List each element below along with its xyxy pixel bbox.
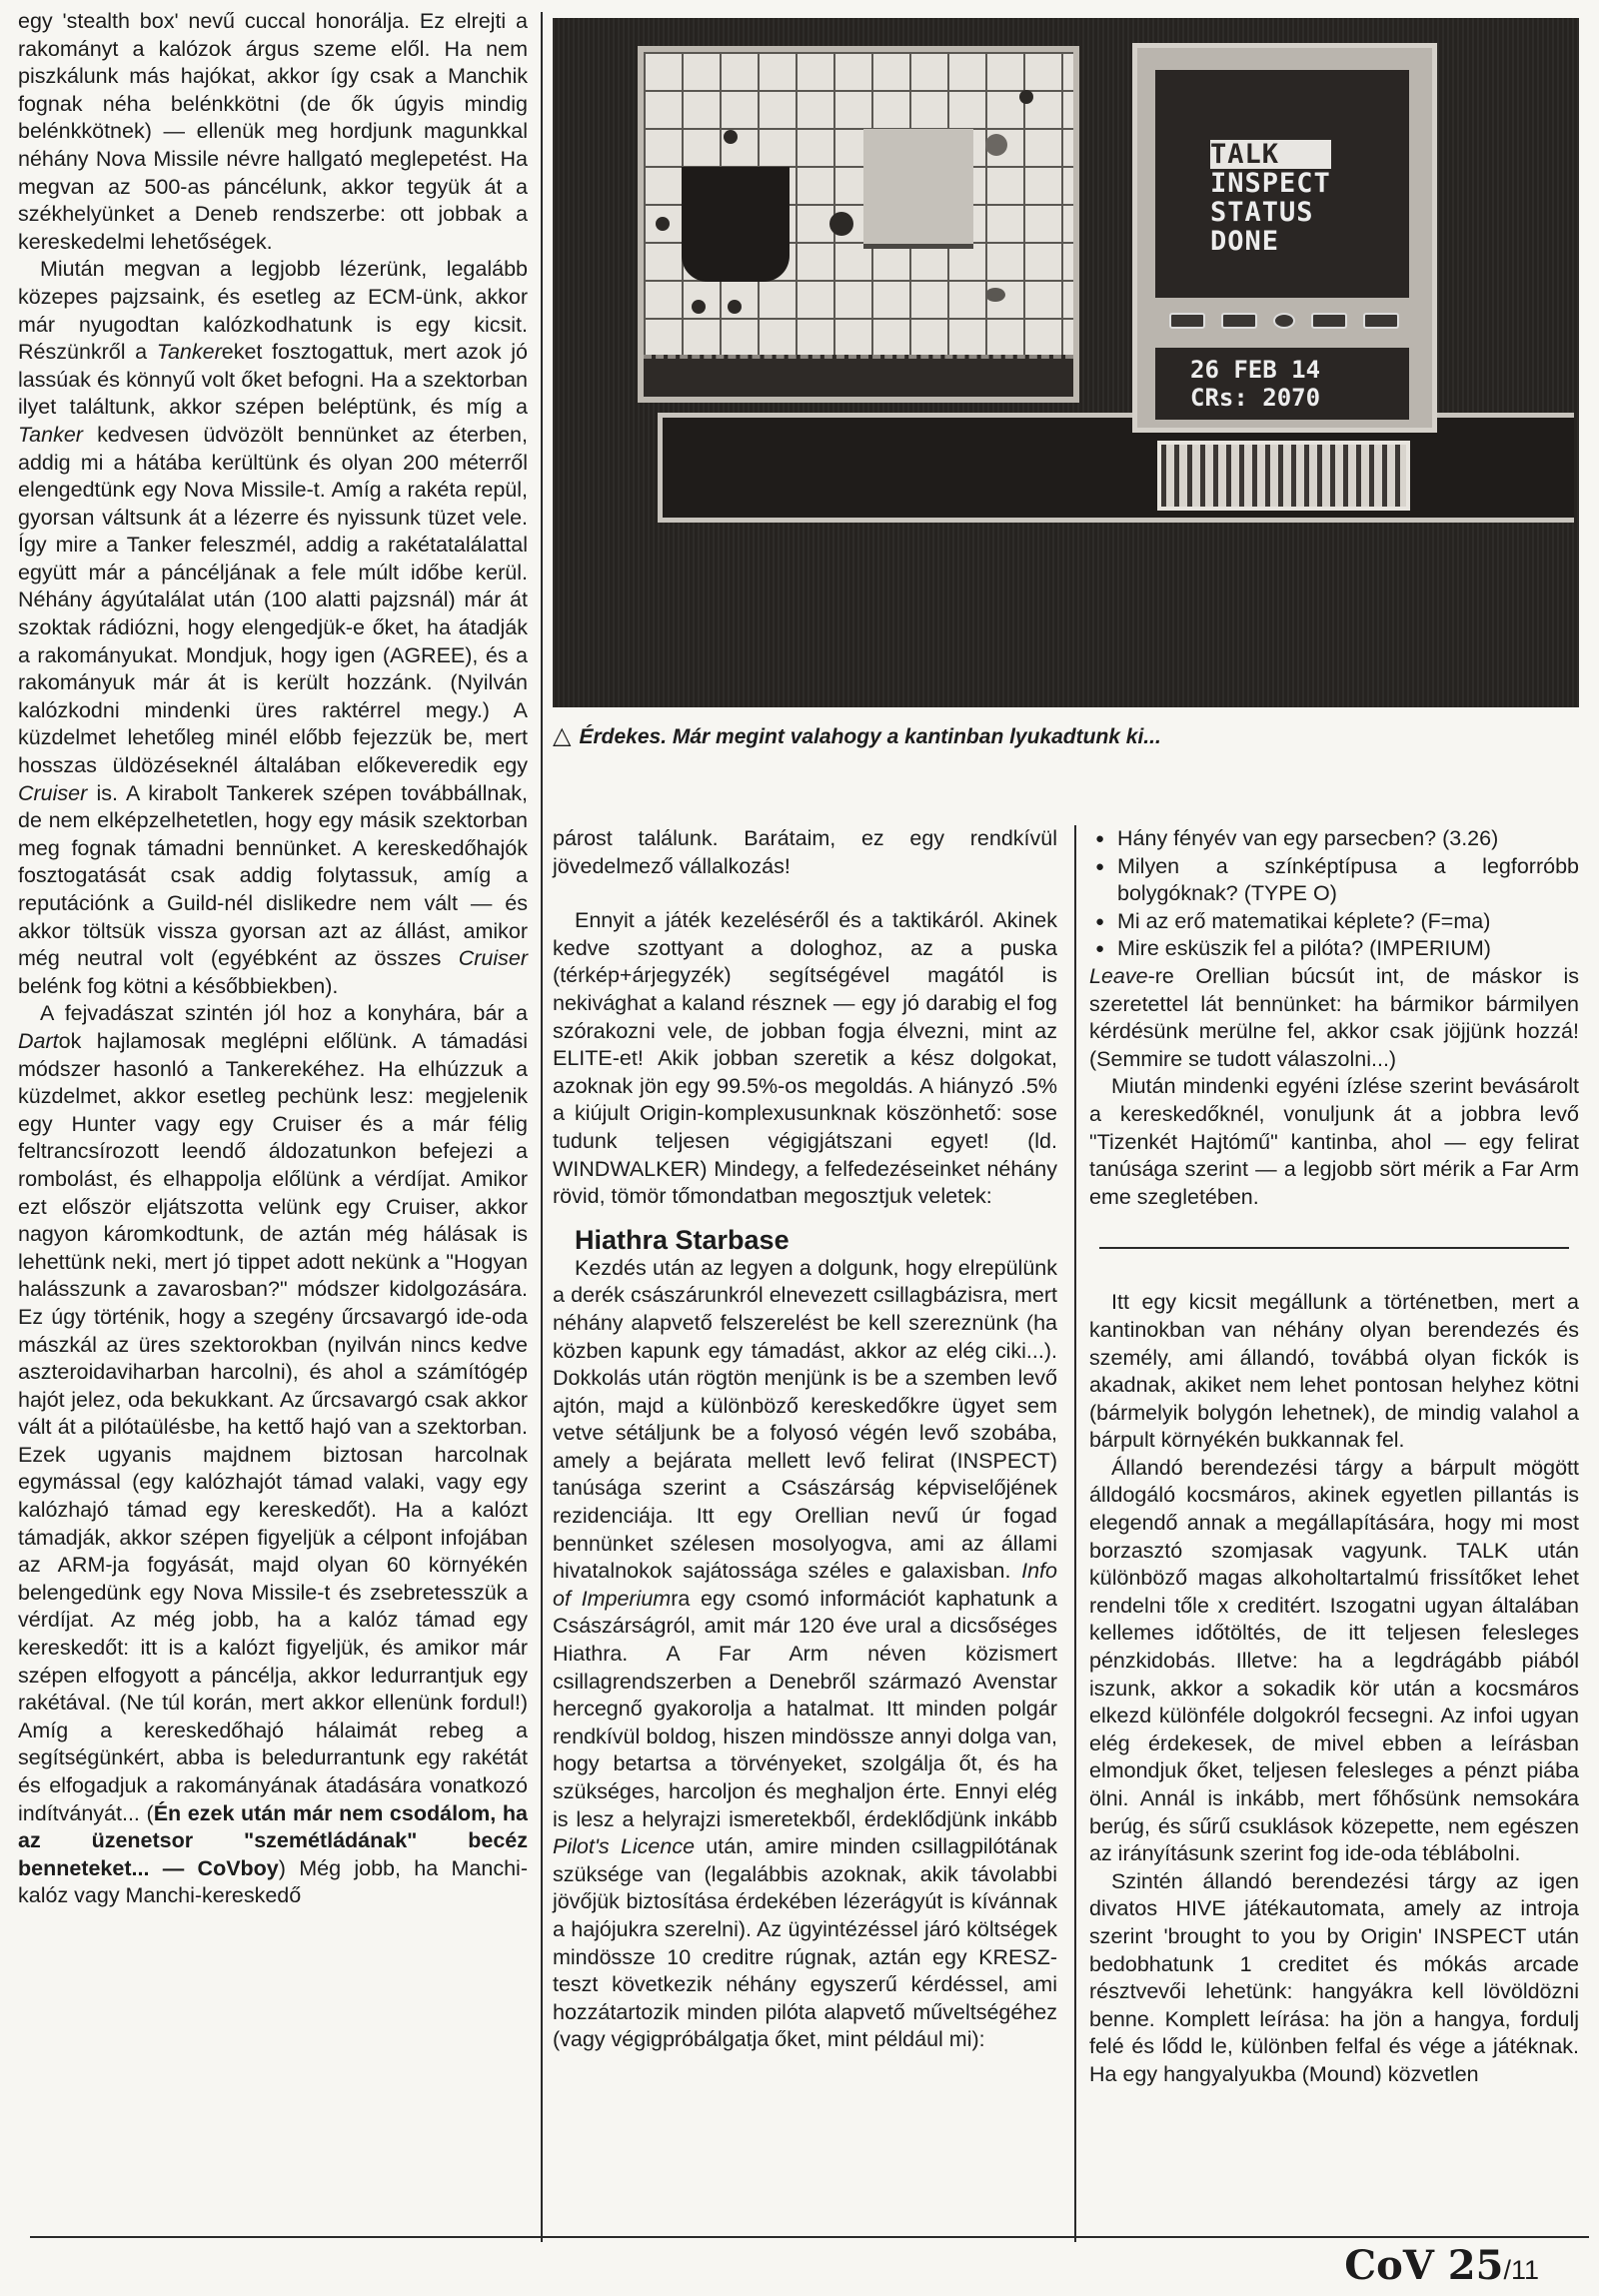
terminal-bar-gauge (1157, 441, 1410, 511)
section-heading: Hiathra Starbase (575, 1224, 790, 1255)
sprite-icon (656, 217, 670, 231)
quiz-question-list (1089, 825, 1579, 963)
editor-note: Én ezek után már nem csodálom, ha az üzenetsor "szemétládának" becéz benneteket... — CoVboy (18, 1800, 528, 1880)
character-icon (985, 288, 1005, 302)
sprite-icon (1019, 90, 1033, 104)
paragraph: Kezdés után az legyen a dolgunk, hogy elrepülünk a derék császárunkról elnevezett csillagbázisra, mert néhány alapvető felszerelést be kell szereznünk (ha közben kapunk egy támadást, akkor az elég ciki...). Dokkolás után rögtön menjünk is be a szemben levő ajtón, majd a különböző kereskedőkre ügyet sem vetve sétáljunk be a folyosó végén levő szobába, amely a bejárata mellett levő felirat (INSPECT) tanúsága szerint a Császárság képviselőjének rezidenciája. Itt egy Orellian nevű úr fogad bennünket szélesen mosolyogva, ami az állami hivatalnokok sajátossága széles e galaxisban. Info of Imperiumra egy csomó információt kaphatunk a Császárságról, amit már 120 éve ural a dicsőséges Hiathra. A Far Arm néven közismert csillagrendszerben a Denebről származó Avenstar hercegnő gyakorolja a hatalmat. Itt minden polgár rendkívül boldog, hiszen mindössze annyi dolga van, hogy betartsa a törvényeket, szolgálja őt, és ha szükséges, harcoljon és meghaljon érte. Ennyi elég is lesz a helyrajzi ismeretekből, érdeklődjünk inkább Pilot's Licence után, amire minden csillagpilótának szüksége van (legalábbis azoknak, akik távolabbi jövőjük biztosítása érdekében lézerágyút is kívánnak a hajójukra szerelni). Az ügyintézéssel járó költségek mindössze 10 creditre rúgnak, aztán egy KRESZ-teszt következik néhány egyszerű kérdéssel, ami hozzátartozik minden pilóta alapvető műveltségéhez (vagy végigpróbálgatja őket, mint például mi): (553, 1255, 1057, 2052)
action-menu (1210, 140, 1331, 256)
character-icon (985, 134, 1007, 156)
map-status-bar (644, 355, 1073, 397)
caption-text: Érdekes. Már megint valahogy a kantinban lyukadtunk ki... (579, 725, 1161, 748)
menu-item-done[interactable]: DONE (1210, 226, 1280, 257)
paragraph: egy 'stealth box' nevű cuccal honorálja. Ez elrejti a rakományt a kalózok árgus szeme elől. Ha nem piszkálunk más hajókat, akkor így csak a Manchik fognak néha belénkkötni (de ők úgyis mindig belénkkötnek) — ellenük meg hordjunk magunkkal néhány Nova Missile névre hallgató meglepetést. Ha megvan az 500-as páncélunk, akkor tegyük át a székhelyünket a Deneb rendszerbe: ott jobbak a kereskedelmi lehetőségek. (18, 9, 528, 254)
page-number: /11 (1503, 2255, 1539, 2285)
terminal-button[interactable] (1311, 313, 1347, 329)
left-column (18, 8, 528, 1910)
section-divider (1099, 1247, 1569, 1249)
paragraph: Itt egy kicsit megállunk a történetben, mert a kantinokban van néhány olyan berendezés és személy, ami állandó, továbbá olyan fickók is akadnak, akiket nem lehet pontosan helyhez kötni (bármelyik bolygón lehetnek), de mindig valahol a bárpult környékén bukkannak fel. (1089, 1290, 1579, 1453)
character-icon (829, 212, 853, 236)
terminal-button[interactable] (1221, 313, 1257, 329)
credits-readout: CRs: 2070 (1190, 384, 1321, 412)
map-grid (644, 52, 1073, 359)
map-room (863, 129, 973, 249)
date-readout: 26 FEB 14 (1190, 356, 1321, 384)
column-divider (1074, 825, 1076, 2242)
paragraph: Leave-re Orellian búcsút int, de máskor is szeretettel lát bennünket: ha bármikor bármilyen kérdésünk merülne fel, akkor csak jöjjünk hozzá! (Semmire se tudott válaszolni...) (1089, 963, 1579, 1071)
terminal-screen (1155, 70, 1409, 298)
issue-number: 25 (1447, 2242, 1504, 2289)
list-item: ● Mi az erő matematikai képlete? (F=ma) (1089, 908, 1579, 936)
footer-rule (30, 2236, 1589, 2238)
menu-item-status[interactable]: STATUS (1210, 197, 1314, 228)
page-footer (1344, 2244, 1539, 2292)
map-dark-area (682, 167, 790, 282)
sprite-icon (728, 300, 742, 314)
terminal-button[interactable] (1273, 313, 1295, 329)
list-item: ● Mire esküszik fel a pilóta? (IMPERIUM) (1089, 935, 1579, 963)
middle-column (553, 825, 1057, 2054)
list-item: ● Hány fényév van egy parsecben? (3.26) (1089, 825, 1579, 853)
paragraph: Szintén állandó berendezési tárgy az igen divatos HIVE játékautomata, amely az introja szerint 'brought to you by Origin' INSPECT után bedobhatunk 1 creditet és mókás arcade résztvevői lehetünk: hangyákra kell lövöldözni benne. Komplett leírása: ha jön a hangya, fordulj felé és lődd le, különben felfal és vége a játéknak. Ha egy hangyalyukba (Mound) közvetlen (1089, 1868, 1579, 2086)
paragraph: Miután megvan a legjobb lézerünk, legalább közepes pajzsaink, és esetleg az ECM-ünk, akkor már nyugodtan kalózkodhatunk is egy kicsit. Részünkről a Tankereket fosztogattuk, mert azok jó lassúak és könnyű volt őket befogni. Ha a szektorban ilyet találtunk, akkor szépen beléptünk, és míg a Tanker kedvesen üdvözölt bennünket az éterben, addig mi a hátába kerültünk és olyan 200 méterről elengedtünk egy Nova Missile-t. Amíg a rakéta repül, gyorsan váltsunk át a lézerre és nyissunk tüzet vele. Így mire a Tanker feleszmél, addig a rakétatalálattal együtt már a páncéljának a fele múlt időbe kerül. Néhány ágyútalálat után (100 alatti pajzsnál) már át szoktak rádiózni, hogy elengedjük-e őket, ha átadják a rakományukat. Mondjuk, hogy igen (AGREE), és a rakományuk már át is került hozzánk. (Nyilván kalózkodni mindenki üres raktérrel megy.) A küzdelmet lehetőleg minél előbb fejezzük be, mert hosszas üldözéseknél általában előkeveredik egy Cruiser is. A kirabolt Tankerek szépen továbbállnak, de nem elképzelhetetlen, hogy egy másik szektorban meg fognak támadni bennünket. A kereskedőhajók fosztogatását csak addig folytassuk, amíg a reputációnk a Guild-nél dislikedre nem vált — és akkor töltsük vissza gyorsan azt az állást, amikor még neutral volt (egyébként az összes Cruiser belénk fog kötni a későbbiekben). (18, 257, 528, 998)
list-item: ● Milyen a színképtípusa a legforróbb bolygóknak? (TYPE O) (1089, 853, 1579, 908)
image-caption (553, 721, 1579, 750)
paragraph: Ennyit a játék kezeléséről és a taktikáról. Akinek kedve szottyant a dologhoz, az a puska (térkép+árjegyzék) segítségével magától is nekivághat a kaland résznek — egy jó darabig el fog szórakozni vele, de jobban fogja élvezni, mint az ELITE-et! Akik jobban szeretik a kész dolgokat, azoknak jön egy 99.5%-os megoldás. A hiányzó .5% a kiújult Origin-komplexusunknak köszönhető: sose tudunk teljesen végigjátszani egyet! (ld. WINDWALKER) Mindegy, a felfedezéseinket néhány rövid, tömör tőmondatban megosztjuk veletek: (553, 908, 1057, 1209)
menu-item-talk[interactable]: TALK (1210, 140, 1331, 169)
right-column (1089, 825, 1579, 2089)
column-divider (541, 12, 543, 2242)
sprite-icon (692, 300, 706, 314)
terminal-panel (1132, 43, 1437, 433)
menu-item-inspect[interactable]: INSPECT (1210, 168, 1331, 199)
sprite-icon (724, 130, 738, 144)
paragraph: Állandó berendezési tárgy a bárpult mögött álldogáló kocsmáros, akinek egyetlen pillantás is elegendő annak a megállapítására, hogy mi most borzasztó szomjasak vagyunk. TALK után különböző magas alkoholtartalmú frissítőket lehet rendelni tőle x creditért. Iszogatni ugyan általában kellemes időtöltés, de itt teljesen felesleges pénzkidobás. Illetve: ha a legdrágább piából iszunk, akkor a sokadik kör után a kocsmáros elkezd különféle dolgokról fecsegni. Az infoi ugyan elég érdekesek, de mivel ebben a leírásban elmondjuk őket, teljesen felesleges a pénzt piába ölni. Annál is inkább, mert főhősünk nemsokára berúg, és sűrű csuklások közepette, nem egészen az irányításunk szerint fog ide-oda téblábolni. (1089, 1455, 1579, 1866)
paragraph: A fejvadászat szintén jól hoz a konyhára, bár a Dartok hajlamosak meglépni előlünk. A támadási módszer hasonló a Tankerekéhez. Ha elhúzzuk a küzdelmet, akkor esetleg pechünk lesz: megjelenik egy Hunter vagy egy Cruiser és a már félig feltrancsírozott leendő áldozatunkon befejezi a rombolást, és elhappolja előlünk a vérdíjat. Amikor ezt először eljátszotta velünk egy Cruiser, akkor nagyon káromkodtunk, de aztán még hálásak is lehettünk neki, mert jó tippet adott nekünk a "Hogyan halásszunk a zavarosban?" módszer kidolgozására. Ez úgy történik, hogy a szegény űrcsavargó ide-oda mászkál az üres szektorokban (nyilván nincs kedve aszteroidaviharban harcolni), és ahol a számítógép hajót jelez, oda bekukkant. Az űrcsavargó csak akkor vált át a pilótaülésbe, ha kettő hajó van a szektorban. Ezek ugyanis majdnem biztosan harcolnak egymással (egy kalózhajót támad valaki, vagy egy kalózhajó támad egy kereskedőt). Ha a kalózt támadják, akkor szépen figyeljük a célpont infojában az ARM-ja fogyását, majd olyan 60 környékén belengedünk egy Nova Missile-t és zsebretesszük a vérdíjat. Az még jobb, ha a kalóz támad egy kereskedőt: itt is a kalózt figyeljük, és amikor már szépen elfogyott a páncélja, akkor ledurrantjuk egy rakétával. (Ne túl korán, mert akkor ellenünk fordul!) Amíg a kereskedőhajó hálaimát rebeg a segítségünkért, abba is beledurrantunk egy rakétát és elfogadjuk a rakományának átadására vonatkozó indítványát... (Én ezek után már nem csodálom, ha az üzenetsor "szemétládának" becéz benneteket... — CoVboy) Még jobb, ha Manchi-kalóz vagy Manchi-kereskedő (18, 1001, 528, 1908)
magazine-name: CoV (1344, 2242, 1434, 2289)
paragraph: párost találunk. Barátaim, ez egy rendkívül jövedelmező vállalkozás! (553, 826, 1057, 878)
terminal-button[interactable] (1363, 313, 1399, 329)
triangle-icon: △ (553, 722, 572, 749)
terminal-readout (1155, 348, 1409, 420)
terminal-buttons (1157, 313, 1411, 335)
terminal-button[interactable] (1169, 313, 1205, 329)
game-screenshot (553, 18, 1579, 707)
map-grid-frame (638, 46, 1079, 403)
paragraph: Miután mindenki egyéni ízlése szerint bevásárolt a kereskedőknél, vonuljunk át a jobbra levő "Tizenkét Hajtómű" kantinba, ahol — egy felirat tanúsága szerint — a legjobb sört mérik a Far Arm eme szegletében. (1089, 1074, 1579, 1209)
